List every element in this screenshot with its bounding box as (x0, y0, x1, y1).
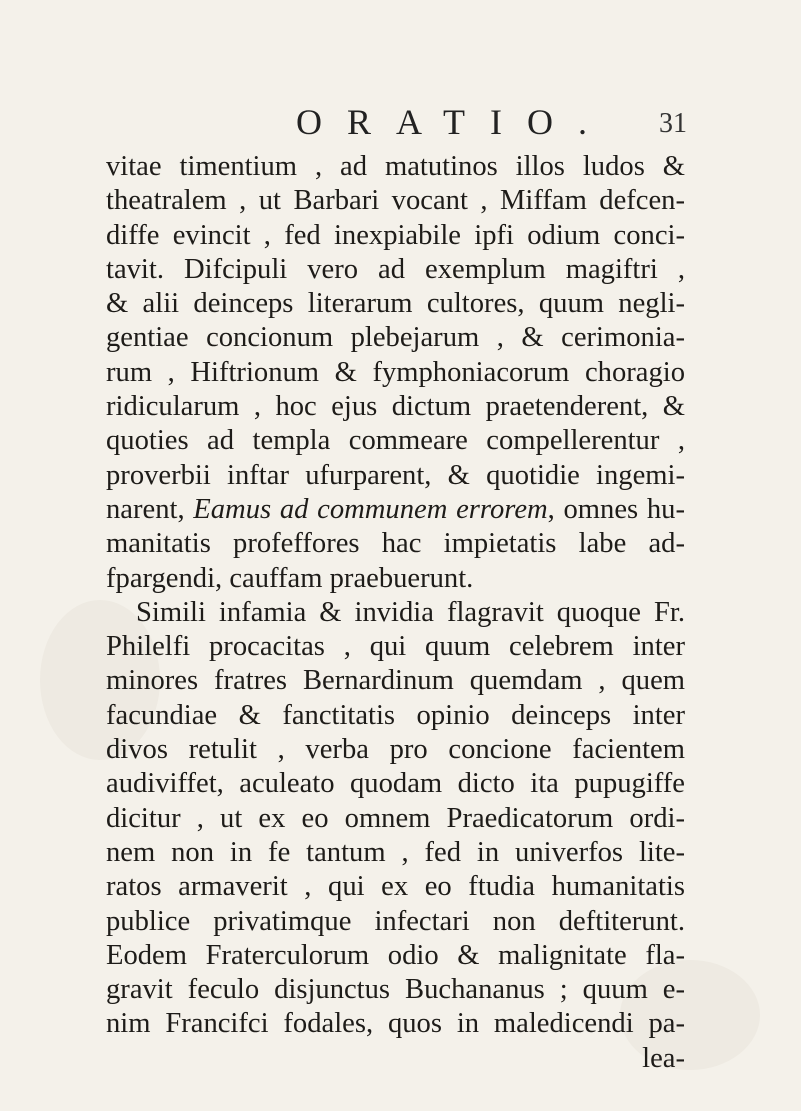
text-line: nem non in fe tantum , fed in univerfos lite- (106, 836, 685, 868)
text-line: & alii deinceps literarum cultores, quum negli- (106, 288, 685, 320)
text-line: narent, Eamus ad communem errorem, omnes hu- (106, 493, 685, 525)
text-line: nim Francifci fodales, quos in maledicendi pa- (106, 1008, 685, 1040)
italic-quote: Eamus ad communem errorem (193, 493, 548, 525)
running-head (0, 102, 801, 142)
text-line: dicitur , ut ex eo omnem Praedicatorum ordi- (106, 802, 685, 834)
text-line: ridicularum , hoc ejus dictum praetenderent, & (106, 391, 685, 423)
text-line: Eodem Fraterculorum odio & malignitate fla- (106, 939, 685, 971)
paragraph-start-line: Simili infamia & invidia flagravit quoque Fr. (136, 596, 685, 628)
text-line: tavit. Difcipuli vero ad exemplum magiftri , (106, 253, 685, 285)
page-number: 31 (659, 108, 687, 139)
text-line: divos retulit , verba pro concione facientem (106, 734, 685, 766)
text-line: proverbii inftar ufurparent, & quotidie ingemi- (106, 459, 685, 491)
text-line: ratos armaverit , qui ex eo ftudia humanitatis (106, 871, 685, 903)
text-line: fpargendi, cauffam praebuerunt. (106, 562, 474, 594)
running-head-title: ORATIO. (296, 102, 612, 142)
text-line: manitatis profeffores hac impietatis labe ad- (106, 528, 685, 560)
text-line: gravit feculo disjunctus Buchananus ; quum e- (106, 974, 685, 1006)
text-line: vitae timentium , ad matutinos illos ludos & (106, 151, 685, 182)
text-line: facundiae & fanctitatis opinio deinceps inter (106, 699, 685, 731)
text-line: Philelfi procacitas , qui quum celebrem inter (106, 631, 685, 663)
catchword: lea- (642, 1042, 685, 1074)
text-line: theatralem , ut Barbari vocant , Miffam defcen- (106, 185, 685, 217)
text-line: quoties ad templa commeare compellerentur , (106, 425, 685, 457)
text-line: gentiae concionum plebejarum , & cerimonia- (106, 322, 685, 354)
body-text (106, 150, 685, 1076)
text-line: audiviffet, aculeato quodam dicto ita pupugiffe (106, 768, 685, 800)
text-line: publice privatimque infectari non deftiterunt. (106, 905, 685, 937)
text-line: minores fratres Bernardinum quemdam , quem (106, 665, 685, 697)
text-line: rum , Hiftrionum & fymphoniacorum choragio (106, 356, 685, 388)
text-line: diffe evincit , fed inexpiabile ipfi odium conci- (106, 219, 685, 251)
